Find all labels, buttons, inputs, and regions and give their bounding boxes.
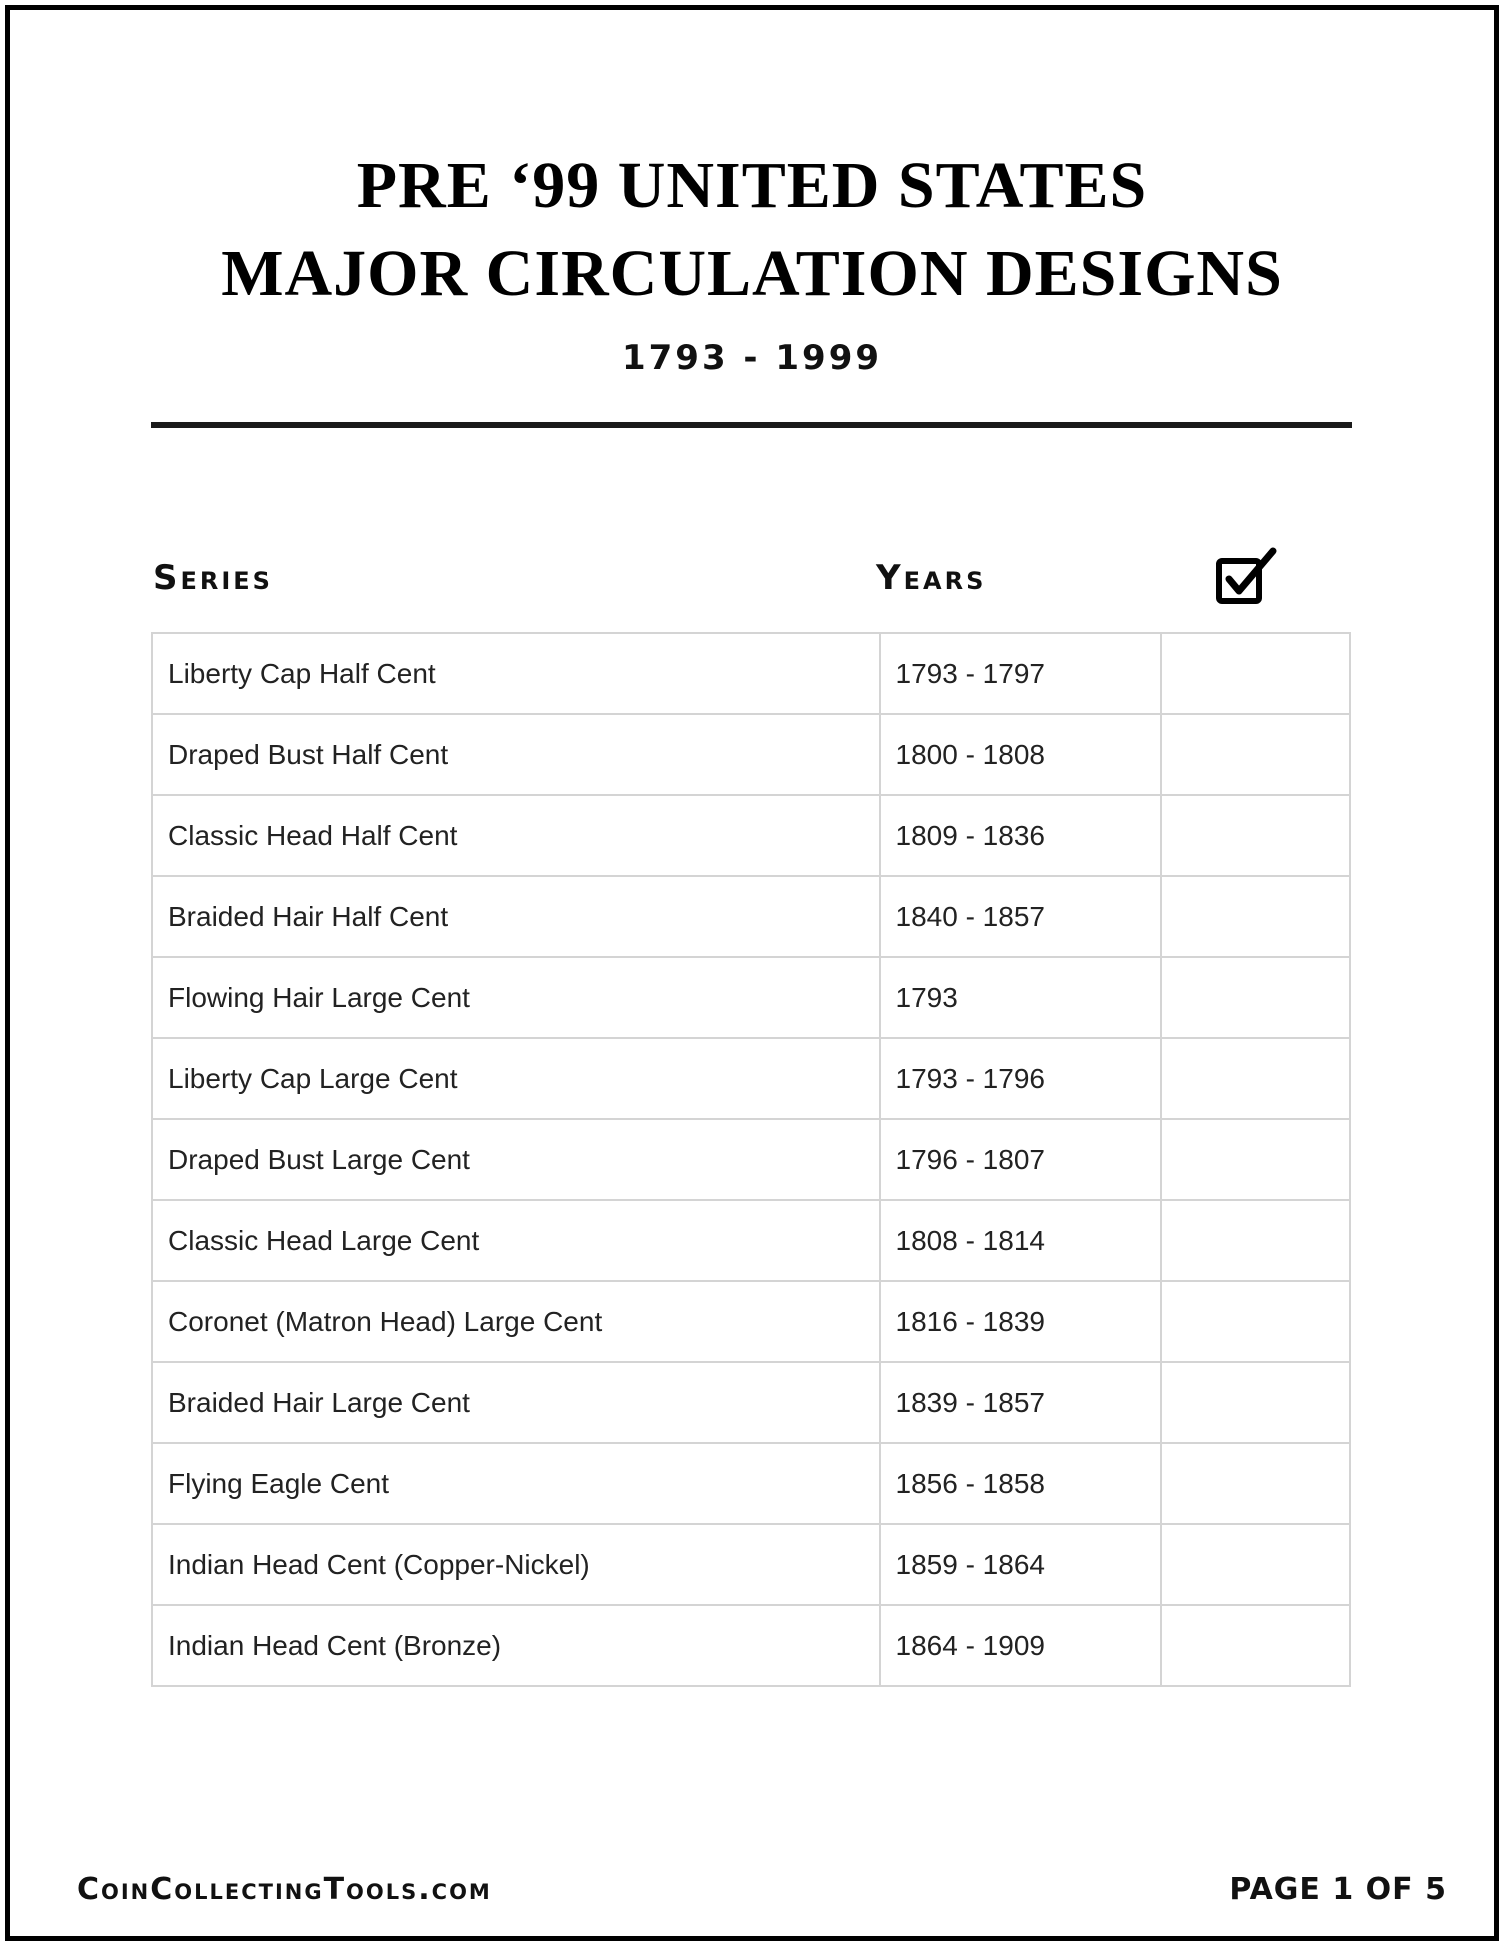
footer-site-name: CoinCollectingTools.com	[77, 1872, 492, 1907]
years-cell: 1864 - 1909	[880, 1605, 1161, 1686]
series-name-cell: Flowing Hair Large Cent	[152, 957, 880, 1038]
series-name-cell: Classic Head Half Cent	[152, 795, 880, 876]
years-cell: 1796 - 1807	[880, 1119, 1161, 1200]
years-cell: 1856 - 1858	[880, 1443, 1161, 1524]
divider-rule	[151, 422, 1352, 428]
series-name-cell: Liberty Cap Large Cent	[152, 1038, 880, 1119]
page-title-line-2: MAJOR CIRCULATION DESIGNS	[221, 237, 1283, 310]
series-table	[151, 632, 1351, 1687]
series-name-cell: Liberty Cap Half Cent	[152, 633, 880, 714]
checklist-checkbox-cell[interactable]	[1161, 1362, 1350, 1443]
document-page	[5, 5, 1499, 1941]
years-cell: 1793	[880, 957, 1161, 1038]
table-row	[152, 1524, 1350, 1605]
column-header-years: Years	[876, 558, 987, 598]
years-cell: 1809 - 1836	[880, 795, 1161, 876]
series-name-cell: Classic Head Large Cent	[152, 1200, 880, 1281]
years-cell: 1840 - 1857	[880, 876, 1161, 957]
table-row	[152, 714, 1350, 795]
years-cell: 1793 - 1797	[880, 633, 1161, 714]
table-row	[152, 876, 1350, 957]
page-title-line-1: PRE ‘99 UNITED STATES	[356, 149, 1148, 222]
footer-page-number: PAGE 1 OF 5	[1229, 1872, 1447, 1907]
series-name-cell: Draped Bust Half Cent	[152, 714, 880, 795]
checklist-checkbox-cell[interactable]	[1161, 1524, 1350, 1605]
checklist-checkbox-cell[interactable]	[1161, 1605, 1350, 1686]
table-row	[152, 1605, 1350, 1686]
series-name-cell: Draped Bust Large Cent	[152, 1119, 880, 1200]
years-cell: 1808 - 1814	[880, 1200, 1161, 1281]
table-row	[152, 1362, 1350, 1443]
series-name-cell: Braided Hair Half Cent	[152, 876, 880, 957]
checklist-checkbox-cell[interactable]	[1161, 876, 1350, 957]
years-cell: 1816 - 1839	[880, 1281, 1161, 1362]
checklist-checkbox-cell[interactable]	[1161, 714, 1350, 795]
table-row	[152, 1200, 1350, 1281]
table-row	[152, 1281, 1350, 1362]
checklist-checkbox-cell[interactable]	[1161, 1038, 1350, 1119]
years-cell: 1793 - 1796	[880, 1038, 1161, 1119]
years-cell: 1800 - 1808	[880, 714, 1161, 795]
checklist-checkbox-cell[interactable]	[1161, 633, 1350, 714]
years-cell: 1859 - 1864	[880, 1524, 1161, 1605]
series-name-cell: Braided Hair Large Cent	[152, 1362, 880, 1443]
years-cell: 1839 - 1857	[880, 1362, 1161, 1443]
checklist-checkbox-cell[interactable]	[1161, 1281, 1350, 1362]
page-subtitle-years: 1793 - 1999	[621, 338, 883, 378]
column-header-series: Series	[153, 558, 273, 598]
table-row	[152, 1119, 1350, 1200]
checklist-checkbox-cell[interactable]	[1161, 1443, 1350, 1524]
series-name-cell: Flying Eagle Cent	[152, 1443, 880, 1524]
checklist-checkbox-cell[interactable]	[1161, 795, 1350, 876]
table-row	[152, 1038, 1350, 1119]
table-row	[152, 1443, 1350, 1524]
series-name-cell: Indian Head Cent (Bronze)	[152, 1605, 880, 1686]
checklist-checkbox-cell[interactable]	[1161, 957, 1350, 1038]
series-name-cell: Coronet (Matron Head) Large Cent	[152, 1281, 880, 1362]
table-row	[152, 633, 1350, 714]
checklist-checkbox-cell[interactable]	[1161, 1200, 1350, 1281]
checklist-checkbox-cell[interactable]	[1161, 1119, 1350, 1200]
series-name-cell: Indian Head Cent (Copper-Nickel)	[152, 1524, 880, 1605]
table-row	[152, 795, 1350, 876]
table-row	[152, 957, 1350, 1038]
checkbox-checked-icon	[1215, 547, 1281, 607]
